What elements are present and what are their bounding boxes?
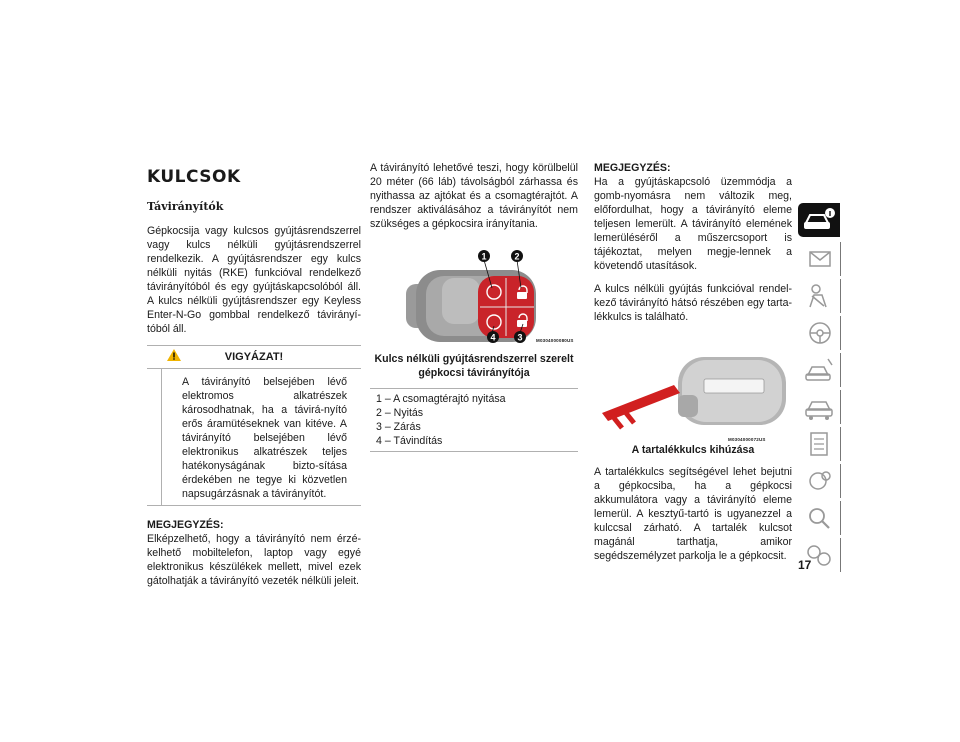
callout-3: 3 [517, 332, 523, 343]
legend-item: 1 – A csomagtérajtó nyitása [376, 393, 506, 405]
page-number: 17 [798, 558, 812, 572]
side-tab[interactable] [798, 353, 841, 387]
key-fob-figure [370, 240, 578, 352]
spare-key-figure [594, 333, 792, 443]
legend-item: 4 – Távindítás [376, 435, 443, 447]
side-tab[interactable] [798, 316, 841, 350]
mail-warning-icon [798, 242, 840, 276]
warning-body: A távirányító belsejében lévő elektromos alkatrészek károsodhatnak, ha a távirá-nyító erős áramütéseknek van kitéve. A távirányító belsejében lévő elektronikus alkatrészek teljes hatékonyságának bizto-sítása érdekében ne tegye ki közvetlen napsugárzásnak a távirányítót. [161, 369, 361, 505]
callout-1: 1 [481, 251, 487, 262]
side-tab[interactable] [798, 279, 841, 313]
note-title: MEGJEGYZÉS: [147, 519, 224, 531]
checklist-icon [798, 427, 840, 461]
warning-title: VIGYÁZAT! [224, 351, 284, 363]
side-tab[interactable] [798, 464, 841, 498]
callout-2: 2 [514, 251, 520, 262]
side-tab[interactable] [798, 390, 841, 424]
seatbelt-icon [798, 279, 840, 313]
search-icon [798, 501, 840, 535]
note-title: MEGJEGYZÉS: [594, 162, 671, 174]
legend-item: 3 – Zárás [376, 421, 421, 433]
steering-wheel-icon [798, 316, 840, 350]
car-info-icon [798, 203, 840, 237]
paragraph-2: A kulcs nélküli gyújtás funkcióval rendel-kező távirányító hátsó részében egy tarta-lékkulcs is található. [594, 283, 792, 323]
section-title: KULCSOK [147, 167, 241, 187]
car-crash-icon [798, 353, 840, 387]
intro-paragraph-2: A távirányító lehetővé teszi, hogy körülbelül 20 méter (66 láb) távolságból zárhassa és nyithassa az ajtókat és a csomagtérajtót. A rendszer aktiválásához a távirányítót nem szükséges a gépkocsira irányítania. [370, 162, 578, 230]
note-body: Ha a gyújtáskapcsoló üzemmódja a gomb-nyomásra nem változik meg, előfordulhat, hogy a távirányító eleme teljesen lemerült. A távirányító elemének lemerüléséről a műszercsoport is tájékoztat, melyen megje-lennek a követendő utasítások. [594, 176, 792, 272]
note-body: Elképzelhető, hogy a távirányító nem érzé-kelhető mobiltelefon, laptop vagy egyé elektronikus készülékek mellett, mivel ezek gátolhatják a távirányító vezeték nélküli jeleit. [147, 533, 361, 587]
figure-legend [370, 388, 578, 452]
column-2 [370, 161, 578, 452]
figure-code: M0304000072US [728, 437, 766, 442]
car-spec-icon [798, 464, 840, 498]
column-1 [147, 167, 361, 597]
car-service-icon [798, 390, 840, 424]
figure-code: M0304000080US [536, 338, 574, 343]
figure-caption: Kulcs nélküli gyújtásrendszerrel szerelt gépkocsi távirányítója [374, 353, 574, 379]
figure-caption: A tartalékkulcs kihúzása [631, 444, 755, 456]
warning-header [147, 346, 361, 369]
callout-4: 4 [490, 332, 496, 343]
side-tab[interactable] [798, 427, 841, 461]
side-tab[interactable] [798, 501, 841, 535]
legend-item: 2 – Nyitás [376, 407, 424, 419]
side-tab[interactable] [798, 242, 841, 276]
warning-box [147, 345, 361, 506]
side-tab-active[interactable] [798, 203, 840, 237]
paragraph-3: A tartalékkulcs segítségével lehet bejutni a gépkocsiba, ha a gépkocsi akkumulátora vagy a távirányító eleme lemerül. A kesztyű-tartó is ugyanezzel a kulccsal zárható. A tartalék kulcsot magánál tarthatja, amikor segédszemélyzet parkolja le a gépkocsit. [594, 466, 792, 562]
column-3 [594, 161, 792, 572]
subsection-title: Távirányítók [147, 200, 224, 213]
spare-key-illustration [594, 333, 792, 443]
warning-icon [167, 349, 181, 361]
intro-paragraph: Gépkocsija vagy kulcsos gyújtásrendszerrel vagy kulcs nélküli gyújtásrendszerrel rendelkezik. A gyújtásrendszer egy kulcs nélküli nyitás (RKE) funkcióval rendelkező távirányítóból és egy gyújtáskapcsolóból áll. A kulcs nélküli gyújtásrendszer egy Keyless Enter-N-Go gombbal rendelkező távirányí-tóból áll. [147, 225, 361, 335]
